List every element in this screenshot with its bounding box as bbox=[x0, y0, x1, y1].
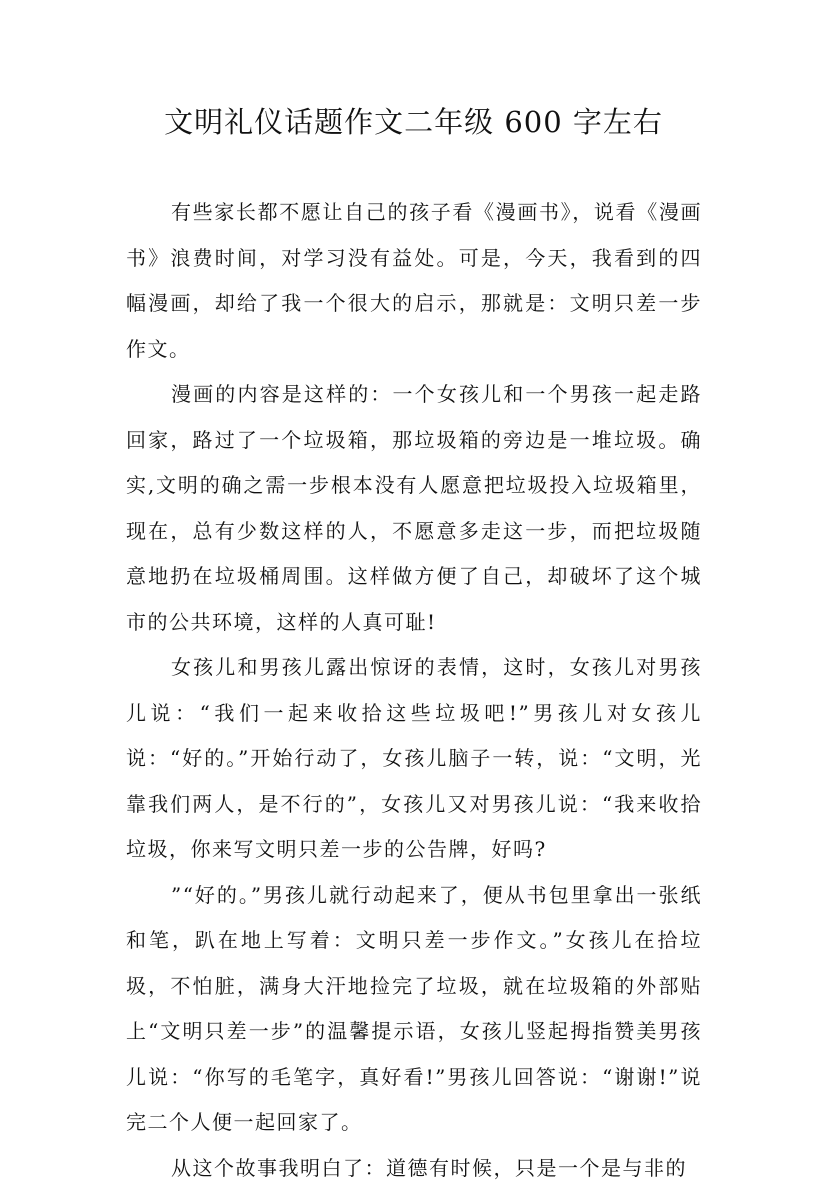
paragraph: 从这个故事我明白了：道德有时候，只是一个是与非的 bbox=[126, 1146, 702, 1191]
paragraph: ”“好的。”男孩儿就行动起来了，便从书包里拿出一张纸和笔，趴在地上写着：文明只差一步作文。”女孩儿在拾垃圾，不怕脏，满身大汗地捡完了垃圾，就在垃圾箱的外部贴上“文明只差一步”的温馨提示语，女孩儿竖起拇指赞美男孩儿说：“你写的毛笔字，真好看!”男孩儿回答说：“谢谢!”说完二个人便一起回家了。 bbox=[126, 873, 702, 1146]
paragraph: 有些家长都不愿让自己的孩子看《漫画书》，说看《漫画书》浪费时间，对学习没有益处。可是，今天，我看到的四幅漫画，却给了我一个很大的启示，那就是：文明只差一步作文。 bbox=[126, 190, 702, 372]
paragraph: 漫画的内容是这样的：一个女孩儿和一个男孩一起走路回家，路过了一个垃圾箱，那垃圾箱的旁边是一堆垃圾。确实,文明的确之需一步根本没有人愿意把垃圾投入垃圾箱里，现在，总有少数这样的人，不愿意多走这一步，而把垃圾随意地扔在垃圾桶周围。这样做方便了自己，却破坏了这个城市的公共环境，这样的人真可耻! bbox=[126, 372, 702, 645]
paragraph: 女孩儿和男孩儿露出惊讶的表情，这时，女孩儿对男孩儿说：“我们一起来收拾这些垃圾吧!”男孩儿对女孩儿说：“好的。”开始行动了，女孩儿脑子一转，说：“文明，光靠我们两人，是不行的”，女孩儿又对男孩儿说：“我来收拾垃圾，你来写文明只差一步的公告牌，好吗? bbox=[126, 645, 702, 873]
document-body bbox=[126, 190, 702, 1191]
document-title: 文明礼仪话题作文二年级 600 字左右 bbox=[0, 100, 827, 144]
